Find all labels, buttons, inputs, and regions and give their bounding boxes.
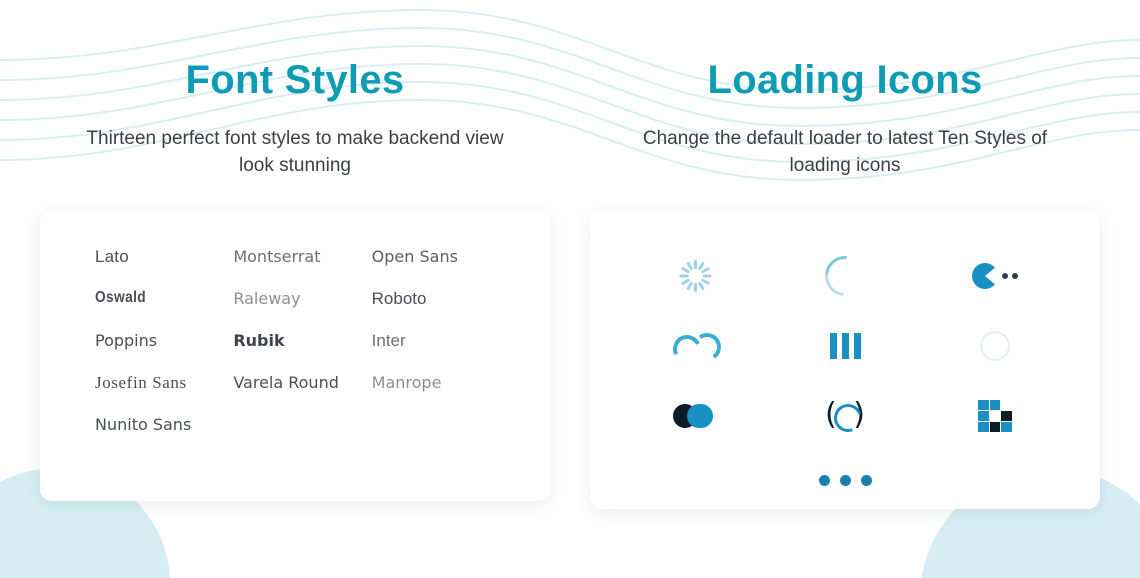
list-item-font[interactable]: Manrope xyxy=(371,373,442,392)
bars-loader-icon[interactable] xyxy=(815,316,875,376)
pills-loader-icon[interactable] xyxy=(665,386,725,446)
panel-loading-icons xyxy=(590,0,1100,578)
card-font-styles xyxy=(40,211,550,501)
list-item-font[interactable]: Poppins xyxy=(95,331,158,350)
swirl-loader-icon[interactable] xyxy=(665,316,725,376)
three-dots-loader-icon[interactable] xyxy=(590,451,1100,509)
list-item-font[interactable]: Roboto xyxy=(371,289,427,308)
list-item-font[interactable]: Inter xyxy=(371,331,406,350)
subtitle-font-styles: Thirteen perfect font styles to make backend view look stunning xyxy=(86,128,504,176)
arc-spinner-icon[interactable] xyxy=(815,246,875,306)
loader-list xyxy=(590,211,1100,451)
panel-font-styles xyxy=(40,0,550,578)
list-item-font[interactable]: Varela Round xyxy=(233,373,339,392)
list-item-font[interactable]: Montserrat xyxy=(233,247,321,266)
page-title-font-styles: Font Styles xyxy=(185,58,405,102)
list-item-font[interactable]: Oswald xyxy=(95,289,147,306)
card-loading-icons xyxy=(590,211,1100,509)
page-title-loading-icons: Loading Icons xyxy=(707,58,983,102)
list-item-font[interactable]: Raleway xyxy=(233,289,301,308)
blocks-loader-icon[interactable] xyxy=(965,386,1025,446)
ring-loader-icon[interactable] xyxy=(965,316,1025,376)
list-item-font[interactable]: Lato xyxy=(95,247,129,266)
spinner-spokes-icon[interactable] xyxy=(665,246,725,306)
list-item-font[interactable]: Nunito Sans xyxy=(95,415,192,434)
list-item-font[interactable]: Rubik xyxy=(233,331,285,350)
font-list xyxy=(40,211,550,464)
list-item-font[interactable]: Josefin Sans xyxy=(95,373,187,392)
pacman-loader-icon[interactable] xyxy=(965,246,1025,306)
list-item-font[interactable]: Open Sans xyxy=(371,247,458,266)
bracket-spinner-icon[interactable]: ( ) xyxy=(815,386,875,446)
subtitle-loading-icons: Change the default loader to latest Ten Styles of loading icons xyxy=(642,128,1048,176)
